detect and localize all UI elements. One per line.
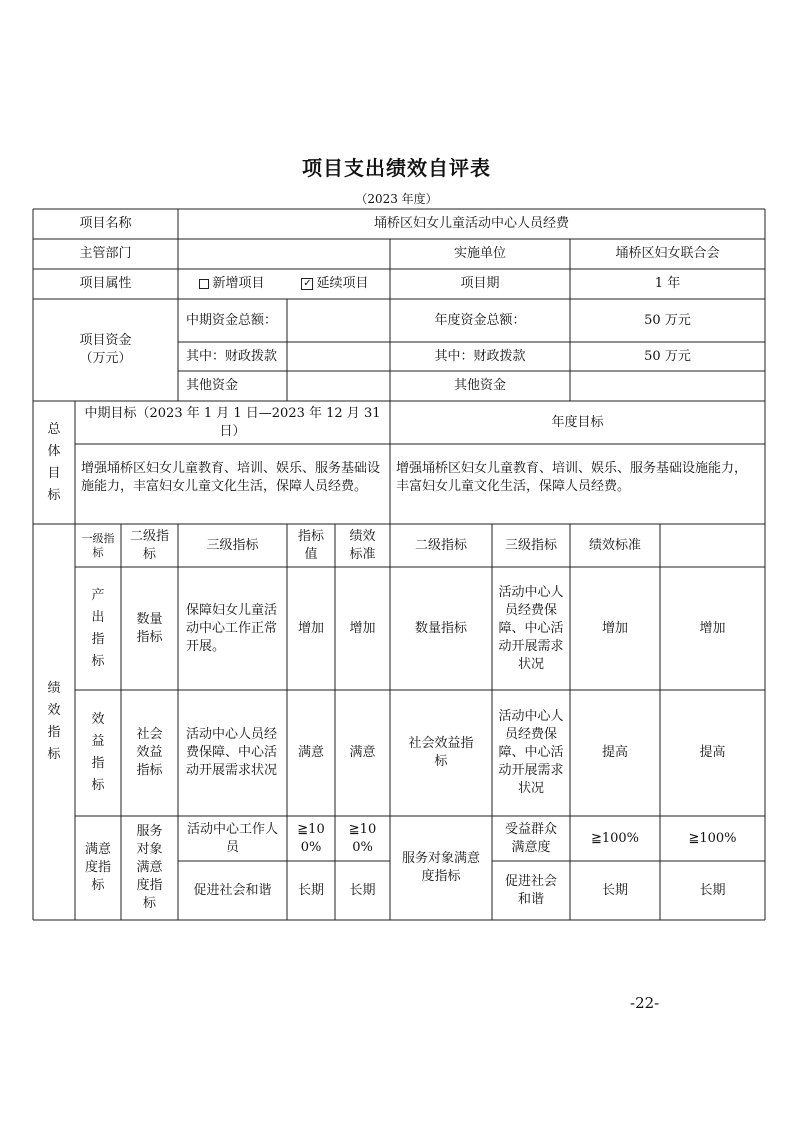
new-item-option <box>199 275 264 293</box>
satisfaction-l3-2: 促进社会和谐 <box>193 882 272 898</box>
attr-label: 项目属性 <box>79 276 132 291</box>
output-standard: 增加 <box>349 620 376 636</box>
project-name-label: 项目名称 <box>79 216 132 231</box>
impl-unit-value: 埇桥区妇女联合会 <box>615 246 720 261</box>
benefit-standard: 满意 <box>349 745 376 760</box>
satisfaction-standard-b-1: ≧100% <box>590 830 640 846</box>
mid-other-label: 其他资金 <box>186 378 239 393</box>
benefit-l1 <box>75 690 121 816</box>
output-l3: 保障妇女儿童活动中心工作正常开展。 <box>186 602 278 654</box>
satisfaction-standard-b-2: 长期 <box>601 882 628 898</box>
output-l3b: 活动中心人员经费保障、中心活动开展需求状况 <box>498 584 564 672</box>
output-value: 增加 <box>297 620 324 636</box>
output-l1 <box>75 567 121 690</box>
benefit-last: 提高 <box>699 745 726 760</box>
year-total-value: 50 万元 <box>644 312 691 328</box>
year-total-label: 年度资金总额： <box>434 312 526 328</box>
benefit-l2b: 社会效益指标 <box>408 736 474 769</box>
output-standard-b: 增加 <box>601 620 628 636</box>
project-name-value: 埇桥区妇女儿童活动中心人员经费 <box>373 216 569 231</box>
satisfaction-l3b-2: 促进社会和谐 <box>504 873 557 907</box>
dept-value <box>178 239 390 269</box>
satisfaction-l1: 满意度指标 <box>84 842 111 893</box>
year-goal-text: 增强埇桥区妇女儿童教育、培训、娱乐、服务基础设施能力，丰富妇女儿童文化生活，保障人员经费。 <box>396 461 748 494</box>
page-subtitle: （2023 年度） <box>355 192 438 206</box>
benefit-l3: 活动中心人员经费保障、中心活动开展需求状况 <box>186 727 278 778</box>
period-label: 项目期 <box>460 276 500 291</box>
header-level3b: 三级指标 <box>504 537 557 553</box>
year-other-label: 其他资金 <box>453 378 506 393</box>
benefit-standard-b: 提高 <box>601 745 628 760</box>
header-level3: 三级指标 <box>206 537 259 553</box>
cont-item-option <box>301 275 368 293</box>
header-value: 指标值 <box>297 528 324 562</box>
page-title: 项目支出绩效自评表 <box>302 156 491 180</box>
satisfaction-l2: 服务对象满意度指标 <box>136 824 163 911</box>
perf-section-label <box>33 524 75 920</box>
output-l2: 数量指标 <box>136 611 163 645</box>
satisfaction-l3-1: 活动中心工作人员 <box>186 821 278 855</box>
header-level1: 一级指标 <box>81 531 115 559</box>
satisfaction-value-1: ≧100% <box>297 821 325 855</box>
satisfaction-last-2: 长期 <box>699 882 726 898</box>
mid-goal-header: 中期目标（2023 年 1 月 1 日—2023 年 12 月 31 日） <box>84 405 381 439</box>
satisfaction-value-2: 长期 <box>297 882 324 898</box>
new-item-label: 新增项目 <box>212 276 265 291</box>
fund-label-line2: （万元） <box>79 351 132 366</box>
benefit-l1-text: 效益指标 <box>91 712 105 793</box>
attr-options <box>178 269 390 299</box>
header-standard-b: 绩效标准 <box>588 537 641 553</box>
satisfaction-standard-1: ≧100% <box>348 821 377 855</box>
satisfaction-l2b: 服务对象满意度指标 <box>401 851 480 884</box>
period-value: 1 年 <box>654 276 681 291</box>
impl-unit-label: 实施单位 <box>453 246 506 261</box>
year-fiscal-label: 其中：财政拨款 <box>434 348 526 364</box>
benefit-l3b: 活动中心人员经费保障、中心活动开展需求状况 <box>498 709 564 796</box>
checked-box-icon: ✓ <box>303 277 312 289</box>
header-level2b: 二级指标 <box>414 537 467 553</box>
goals-section-text: 总体目标 <box>47 421 61 503</box>
dept-label: 主管部门 <box>79 246 132 261</box>
fund-label-line1: 项目资金 <box>79 333 132 348</box>
cont-item-label: 延续项目 <box>316 276 369 291</box>
output-l1-text: 产出指标 <box>91 587 105 669</box>
output-last: 增加 <box>699 620 726 636</box>
mid-goal-text: 增强埇桥区妇女儿童教育、培训、娱乐、服务基础设施能力，丰富妇女儿童文化生活，保障人员经费。 <box>81 461 381 494</box>
mid-fiscal-label: 其中：财政拨款 <box>186 348 278 364</box>
benefit-value: 满意 <box>297 745 324 760</box>
fund-label <box>33 299 178 401</box>
header-level2: 二级指标 <box>129 528 169 562</box>
satisfaction-l3b-1: 受益群众满意度 <box>504 821 557 855</box>
output-l2b: 数量指标 <box>414 620 467 636</box>
satisfaction-standard-2: 长期 <box>349 882 376 898</box>
page-number: -22- <box>630 994 660 1012</box>
year-fiscal-value: 50 万元 <box>644 348 691 364</box>
unchecked-box-icon <box>199 279 209 289</box>
year-goal-header: 年度目标 <box>551 414 604 430</box>
goals-section-label <box>33 401 75 524</box>
header-standard: 绩效标准 <box>349 528 376 562</box>
benefit-l2: 社会效益指标 <box>136 727 163 778</box>
perf-section-text: 绩效指标 <box>47 681 61 762</box>
mid-total-label: 中期资金总额： <box>186 312 278 328</box>
satisfaction-last-1: ≧100% <box>688 830 737 846</box>
